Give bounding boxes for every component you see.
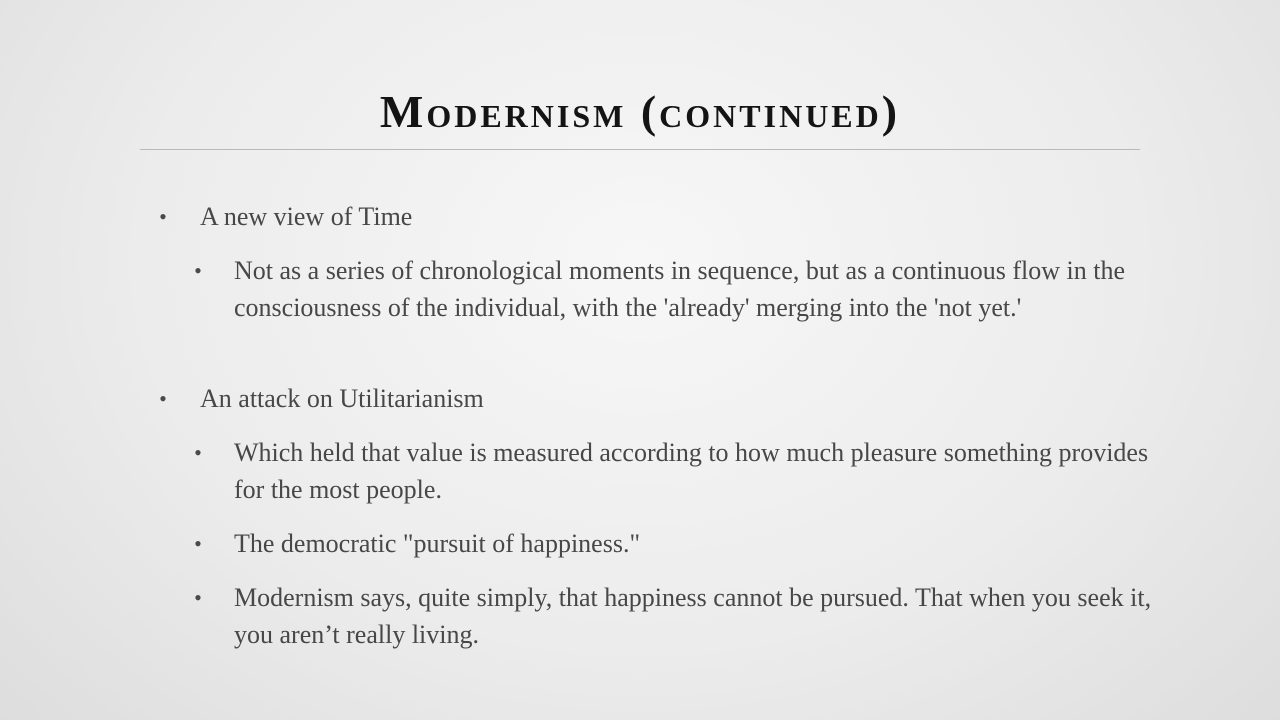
bullet-text: The democratic "pursuit of happiness." [234,529,641,558]
bullet-text: A new view of Time [200,202,413,231]
bullet-text: Which held that value is measured according to how much pleasure something provides for the most people. [234,438,1149,504]
bullet-icon: • [194,440,202,465]
bullet-icon: • [159,386,167,411]
bullet-item-level2 [194,579,1154,653]
bullet-text: Modernism says, quite simply, that happiness cannot be pursued. That when you seek it, you aren’t really living. [234,583,1152,649]
slide-title: Modernism (continued) [379,86,901,137]
bullet-item-level1 [159,198,1140,235]
bullet-item-level2 [194,525,1154,562]
bullet-icon: • [159,204,167,229]
bullet-item-level2 [194,252,1154,326]
bullet-item-level2 [194,434,1154,508]
bullet-icon: • [194,531,202,556]
bullet-icon: • [194,258,202,283]
bullet-item-level1 [159,380,1140,417]
bullet-icon: • [194,585,202,610]
bullet-text: An attack on Utilitarianism [200,384,484,413]
bullet-text: Not as a series of chronological moments in sequence, but as a continuous flow in the consciousness of the individual, with the 'already' merging into the 'not yet.' [234,256,1126,322]
